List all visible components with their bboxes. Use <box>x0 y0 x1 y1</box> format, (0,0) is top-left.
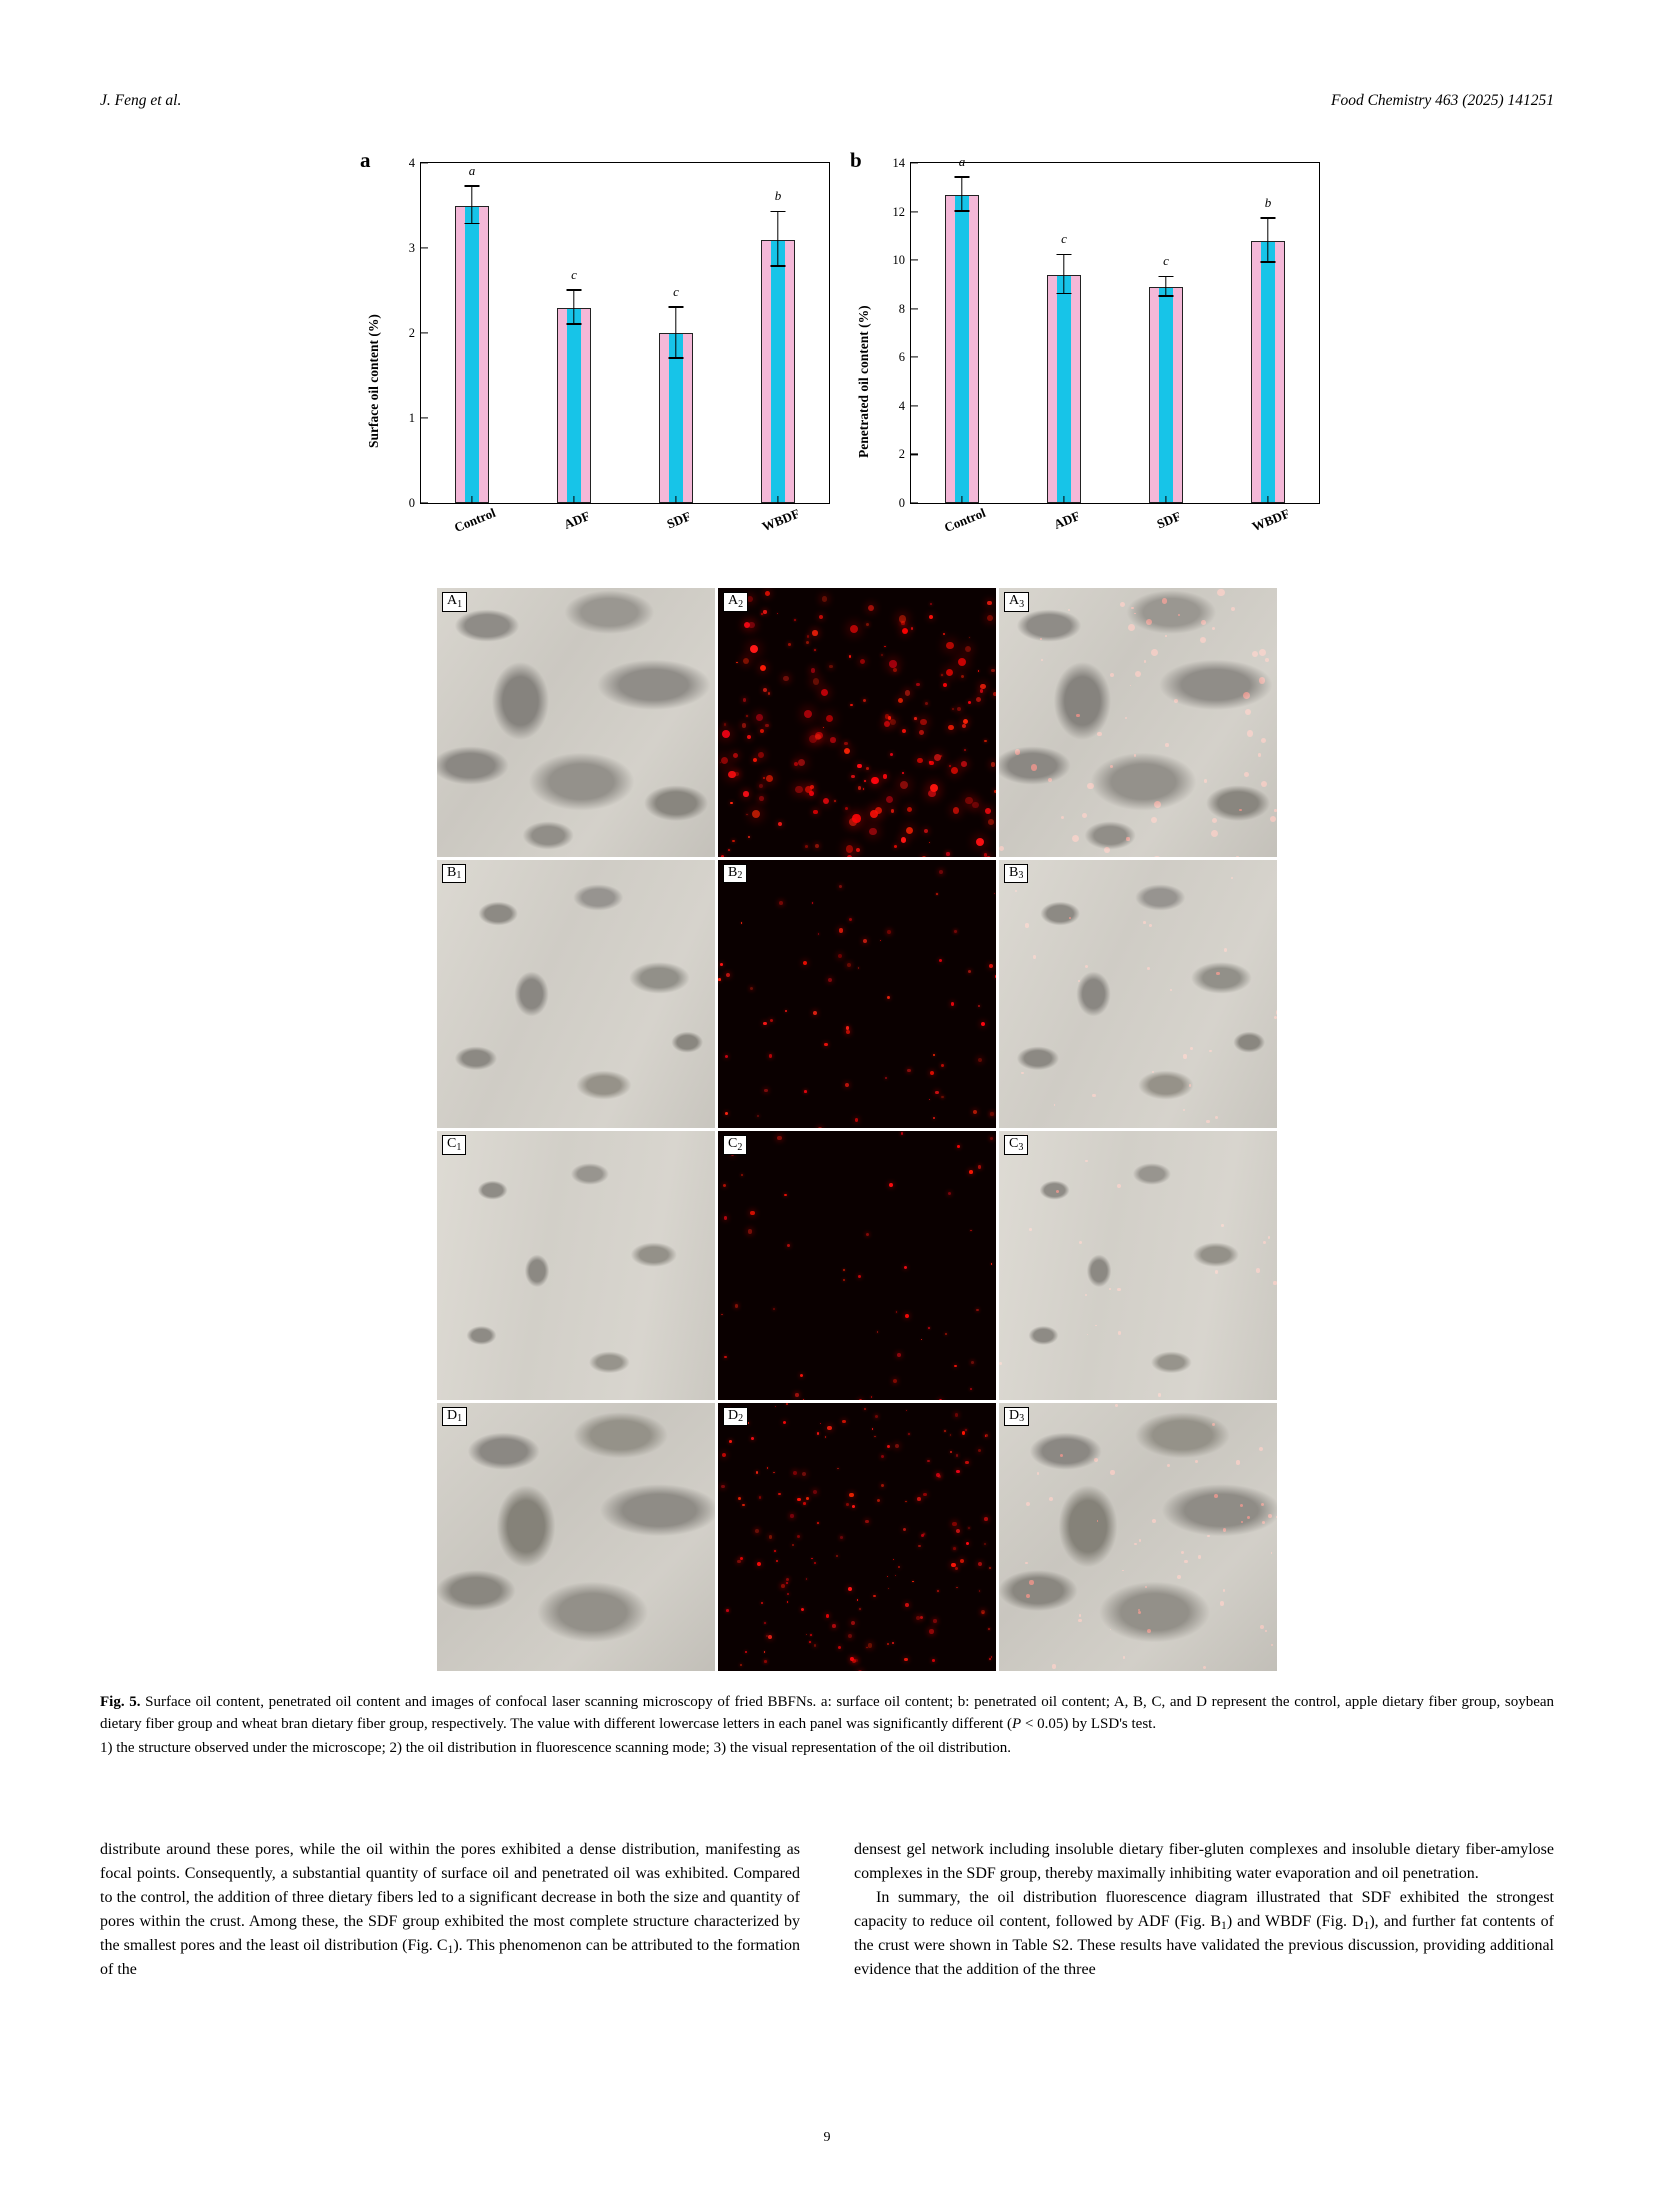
x-axis-category-label: WBDF <box>1249 505 1292 535</box>
y-tick-mark <box>911 502 918 503</box>
significance-label: c <box>571 266 577 282</box>
chart-panel-a <box>360 148 830 535</box>
error-bar <box>1165 277 1166 296</box>
significance-label: c <box>1163 253 1169 269</box>
x-tick-mark <box>1063 496 1064 503</box>
clsm-image-cell <box>999 860 1277 1129</box>
bar-group <box>1249 163 1292 535</box>
error-bar-cap <box>955 176 970 177</box>
y-tick-mark <box>911 260 918 261</box>
error-bar-cap <box>1261 261 1276 262</box>
error-bar <box>573 291 574 325</box>
bar <box>557 308 591 504</box>
y-tick-mark <box>911 211 918 212</box>
error-bar <box>777 212 778 266</box>
clsm-image-grid <box>437 588 1277 1671</box>
brightfield-image <box>437 860 715 1129</box>
brightfield-image <box>437 1403 715 1672</box>
clsm-image-cell <box>999 1403 1277 1672</box>
y-tick-label: 3 <box>408 240 415 255</box>
fluorescence-image <box>718 1403 996 1672</box>
panel-tag: $D_2$ <box>723 1407 748 1427</box>
error-bar-cap <box>771 211 786 212</box>
oil-droplet-overlay <box>999 1403 1277 1672</box>
panel-tag: $C_2$ <box>723 1135 747 1155</box>
error-bar-cap <box>567 323 582 324</box>
error-bar-cap <box>465 223 480 224</box>
bar-group <box>452 162 498 535</box>
x-tick-mark <box>961 496 962 503</box>
oil-droplet-overlay <box>999 860 1277 1129</box>
y-tick-label: 4 <box>898 398 905 413</box>
panel-tag: $C_3$ <box>1004 1135 1028 1155</box>
panel-b-plot <box>892 153 1320 535</box>
bar <box>455 206 489 504</box>
x-tick-mark <box>675 496 676 503</box>
oil-droplet-overlay <box>718 860 996 1129</box>
x-tick-mark <box>1165 496 1166 503</box>
panel-b-letter: b <box>850 148 862 172</box>
panel-tag: $A_3$ <box>1004 592 1029 612</box>
brightfield-image <box>437 1131 715 1400</box>
fluorescence-image <box>718 588 996 857</box>
error-bar-cap <box>1159 295 1174 296</box>
panel-b-ylabel: Penetrated oil content (%) <box>856 305 871 458</box>
y-tick-mark <box>421 502 428 503</box>
bar-group <box>759 163 802 535</box>
error-bar-cap <box>669 357 684 358</box>
panel-tag: $C_1$ <box>442 1135 466 1155</box>
panel-a-ylabel: Surface oil content (%) <box>366 314 381 448</box>
panel-tag: $D_1$ <box>442 1407 467 1427</box>
y-tick-mark <box>911 162 918 163</box>
error-bar-cap <box>1159 276 1174 277</box>
error-bar-cap <box>771 265 786 266</box>
x-axis-category-label: Control <box>942 504 988 535</box>
oil-droplet-overlay <box>718 1131 996 1400</box>
panel-tag: $A_2$ <box>723 592 748 612</box>
clsm-image-cell <box>718 860 996 1129</box>
running-head-authors: J. Feng et al. <box>100 92 182 109</box>
oil-droplet-overlay <box>718 1403 996 1672</box>
significance-label: b <box>1264 194 1272 210</box>
significance-label: a <box>468 162 476 178</box>
bar <box>659 333 693 503</box>
clsm-image-cell <box>437 1131 715 1400</box>
y-tick-label: 8 <box>898 301 905 316</box>
bar-group <box>557 163 593 532</box>
bar <box>761 240 795 504</box>
x-axis-category-label: ADF <box>561 507 593 532</box>
error-bar-cap <box>1057 254 1072 255</box>
body-column-right <box>854 1838 1554 1982</box>
running-head <box>100 92 1554 110</box>
x-tick-mark <box>1267 496 1268 503</box>
y-tick-label: 0 <box>898 495 905 510</box>
error-bar-cap <box>669 306 684 307</box>
bar <box>1251 241 1285 503</box>
y-tick-label: 6 <box>898 350 905 365</box>
panel-tag: $B_1$ <box>442 864 466 884</box>
panel-tag: $D_3$ <box>1004 1407 1029 1427</box>
clsm-image-cell <box>437 588 715 857</box>
error-bar <box>1267 219 1268 263</box>
error-bar-cap <box>955 210 970 211</box>
body-right-paragraph-2: In summary, the oil distribution fluorescence diagram illustrated that SDF exhibited the strongest capacity to reduce oil content, followed by ADF (Fig. $B_1$) and WBDF (Fig. $D_1$), and further fat contents of the crust were shown in Table S2. These results have validated the previous discussion, providing additional evidence that the addition of the three <box>854 1889 1555 1978</box>
error-bar <box>961 178 962 212</box>
oil-droplet-overlay <box>999 588 1277 857</box>
clsm-image-cell <box>437 1403 715 1672</box>
bar <box>945 195 979 503</box>
panel-a-letter: a <box>360 148 371 172</box>
y-tick-mark <box>421 247 428 248</box>
x-axis-category-label: SDF <box>1154 508 1184 532</box>
caption-label: Fig. 5. <box>100 1694 141 1710</box>
page-number: 9 <box>823 2130 831 2145</box>
body-left-paragraph: distribute around these pores, while the oil within the pores exhibited a dense distribution, manifesting as focal points. Consequently, a substantial quantity of surface oil and penetrated oil was exhibited. Compared to the control, the addition of three dietary fibers led to a significant decrease in both the size and quantity of pores within the crust. Among these, the SDF group exhibited the most complete structure characterized by the smallest pores and the least oil distribution (Fig. $C_1$). This phenomenon can be attributed to the formation of the <box>100 1841 800 1978</box>
clsm-image-cell <box>718 588 996 857</box>
error-bar-cap <box>1057 293 1072 294</box>
oil-droplet-overlay <box>999 1131 1277 1400</box>
significance-label: a <box>958 153 966 169</box>
body-columns <box>100 1838 1554 1982</box>
error-bar <box>471 187 472 224</box>
error-bar-cap <box>1261 217 1276 218</box>
y-tick-label: 4 <box>408 155 415 170</box>
panel-tag: $B_2$ <box>723 864 747 884</box>
x-axis-category-label: Control <box>452 504 498 535</box>
y-tick-mark <box>911 405 918 406</box>
significance-label: b <box>774 188 782 204</box>
significance-label: c <box>673 283 679 299</box>
bar <box>1149 287 1183 503</box>
figure-caption <box>100 1692 1554 1759</box>
y-tick-label: 2 <box>408 325 415 340</box>
y-tick-mark <box>911 357 918 358</box>
y-tick-mark <box>421 332 428 333</box>
error-bar-cap <box>567 289 582 290</box>
y-tick-mark <box>421 417 428 418</box>
fluorescence-image <box>718 1131 996 1400</box>
x-axis-category-label: SDF <box>664 508 694 532</box>
bar <box>1047 275 1081 503</box>
y-tick-label: 12 <box>892 204 905 219</box>
error-bar <box>1063 255 1064 294</box>
error-bar <box>675 308 676 359</box>
clsm-image-cell <box>718 1403 996 1672</box>
panel-tag: $B_3$ <box>1004 864 1028 884</box>
caption-line-1: Surface oil content, penetrated oil content and images of confocal laser scanning microscopy of fried BBFNs. a: surface oil content; b: penetrated oil content; A, B, C, and D represent the control, apple dietary fiber group, soybean dietary fiber group and wheat bran dietary fiber group, respectively. The value with different lowercase letters in each panel was significantly different (P < 0.05) by LSD's test. <box>100 1694 1555 1732</box>
clsm-image-cell <box>999 588 1277 857</box>
x-tick-mark <box>471 496 472 503</box>
body-right-paragraph-1: densest gel network including insoluble dietary fiber-gluten complexes and insoluble dietary fiber-amylose complexes in the SDF group, thereby maximally inhibiting water evaporation and oil penetration. <box>854 1841 1554 1882</box>
bar-group <box>1149 163 1184 532</box>
clsm-image-cell <box>437 860 715 1129</box>
panel-tag: $A_1$ <box>442 592 467 612</box>
error-bar-cap <box>465 185 480 186</box>
figure-charts <box>340 148 1580 538</box>
x-tick-mark <box>777 496 778 503</box>
chart-panel-b <box>850 148 1320 535</box>
y-tick-label: 1 <box>408 410 415 425</box>
brightfield-image <box>437 588 715 857</box>
y-tick-mark <box>421 162 428 163</box>
clsm-image-cell <box>999 1131 1277 1400</box>
x-axis-category-label: ADF <box>1051 507 1083 532</box>
running-head-journal: Food Chemistry 463 (2025) 141251 <box>1330 92 1554 109</box>
clsm-image-cell <box>718 1131 996 1400</box>
y-tick-label: 14 <box>892 155 905 170</box>
caption-line-2: 1) the structure observed under the microscope; 2) the oil distribution in fluorescence scanning mode; 3) the visual representation of the oil distribution. <box>100 1739 1012 1756</box>
x-axis-category-label: WBDF <box>759 505 802 535</box>
fluorescence-image <box>718 860 996 1129</box>
x-tick-mark <box>573 496 574 503</box>
y-tick-label: 10 <box>892 252 905 267</box>
oil-droplet-overlay <box>718 588 996 857</box>
bar-group <box>1047 163 1083 532</box>
panel-a-plot <box>408 155 830 535</box>
y-tick-label: 2 <box>898 447 905 462</box>
y-tick-mark <box>911 454 918 455</box>
body-column-left <box>100 1838 800 1982</box>
bar-group <box>942 153 988 535</box>
significance-label: c <box>1061 231 1067 247</box>
y-tick-mark <box>911 308 918 309</box>
bar-group <box>659 163 694 532</box>
y-tick-label: 0 <box>408 495 415 510</box>
